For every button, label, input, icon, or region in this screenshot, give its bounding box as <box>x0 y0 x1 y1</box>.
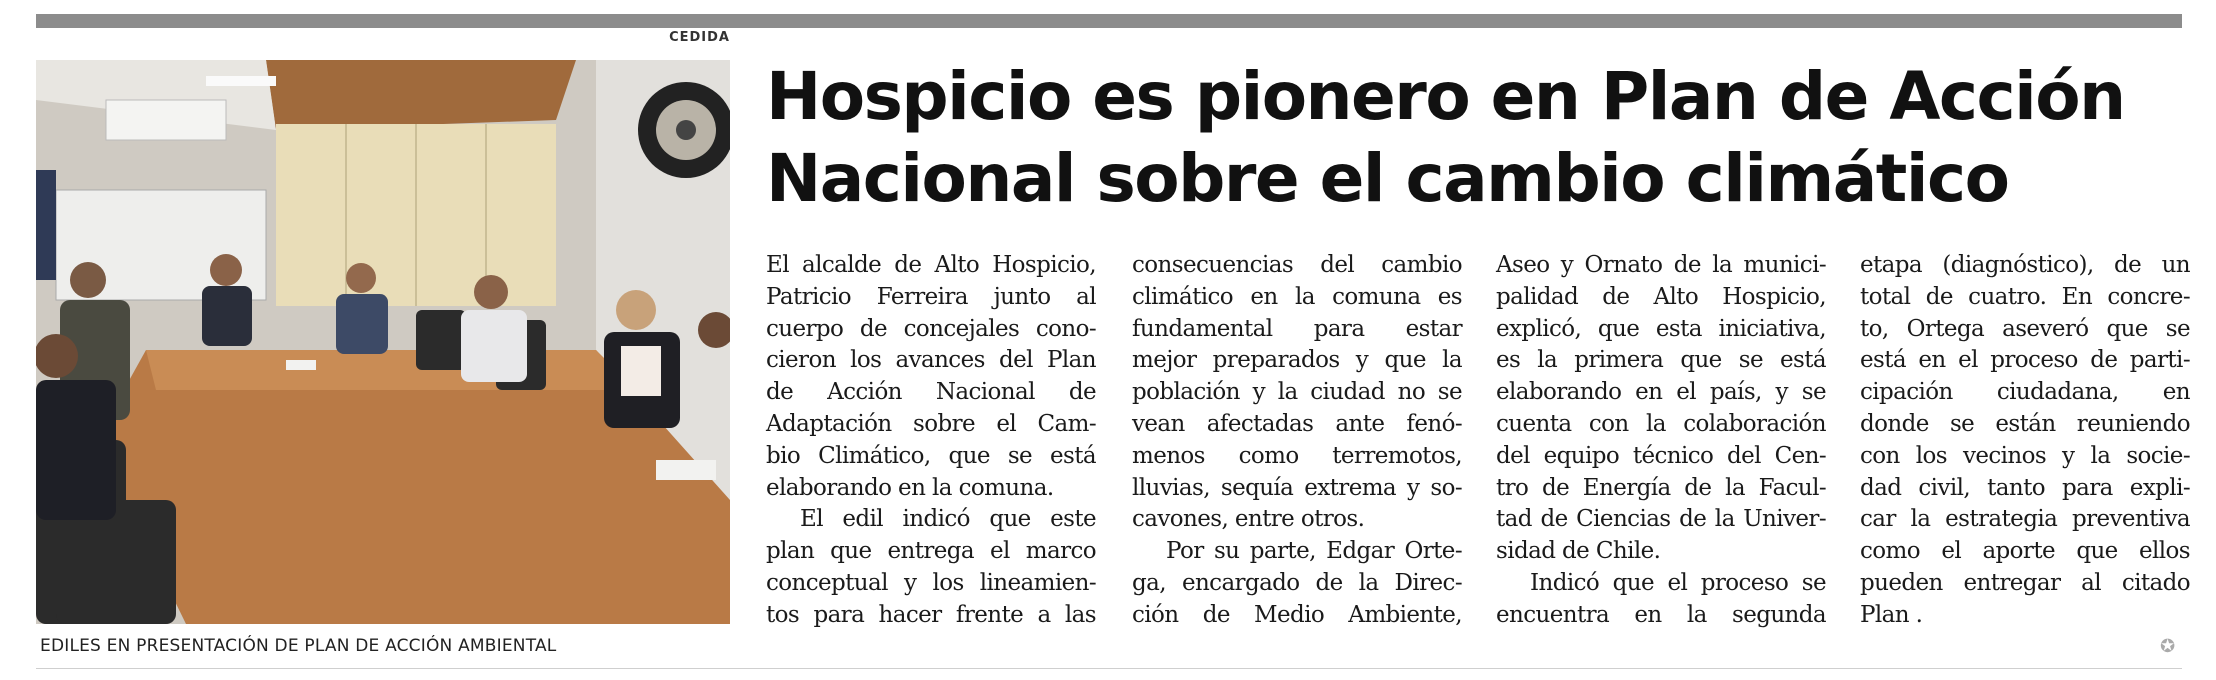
text-line: El edil indicó que este <box>800 506 1096 533</box>
text-line: bio Climático, que se está <box>766 442 1096 469</box>
bottom-rule <box>36 668 2182 669</box>
text-line: fundamental para estar <box>1132 315 1462 342</box>
text-line: tro de Energía de la Facul- <box>1496 474 1826 501</box>
text-line: de Acción Nacional de <box>766 379 1096 406</box>
text-line: es la primera que se está <box>1496 347 1826 374</box>
text-line: del equipo técnico del Cen- <box>1496 442 1826 469</box>
text-line: ga, encargado de la Direc- <box>1132 569 1462 596</box>
text-line: Adaptación sobre el Cam- <box>766 410 1096 437</box>
text-line: pueden entregar al citado <box>1860 569 2190 596</box>
text-line: etapa (diagnóstico), de un <box>1860 252 2190 278</box>
article-column <box>1860 250 2190 632</box>
text-line: tos para hacer frente a las <box>766 601 1096 628</box>
text-line: está en el proceso de parti- <box>1860 347 2190 374</box>
text-line: cipación ciudadana, en <box>1860 379 2190 406</box>
text-line: total de cuatro. En concre- <box>1860 283 2190 310</box>
text-line: tad de Ciencias de la Univer- <box>1496 506 1826 533</box>
text-line: cieron los avances del Plan <box>766 347 1096 374</box>
text-line: car la estrategia preventiva <box>1860 506 2190 533</box>
article-column <box>766 250 1096 632</box>
top-rule <box>36 14 2182 28</box>
article-body <box>766 250 2190 660</box>
text-line: climático en la comuna es <box>1132 283 1462 310</box>
text-line: población y la ciudad no se <box>1132 379 1462 406</box>
text-line: con los vecinos y la socie- <box>1860 442 2190 469</box>
text-line: vean afectadas ante fenó- <box>1132 410 1462 437</box>
headline <box>766 56 2186 220</box>
text-line: cuerpo de concejales cono- <box>766 315 1096 342</box>
text-line: Por su parte, Edgar Orte- <box>1166 538 1462 565</box>
text-line: cuenta con la colaboración <box>1496 410 1826 437</box>
text-line: conceptual y los lineamien- <box>766 569 1096 596</box>
text-line: plan que entrega el marco <box>766 538 1096 565</box>
text-line: Plan . <box>1860 601 1923 628</box>
text-line: Patricio Ferreira junto al <box>766 283 1096 310</box>
photo-caption: EDILES EN PRESENTACIÓN DE PLAN DE ACCIÓN AMBIENTAL <box>40 636 557 656</box>
news-photo <box>36 60 730 624</box>
text-line: mejor preparados y que la <box>1132 347 1462 374</box>
text-line: El alcalde de Alto Hospicio, <box>766 252 1096 278</box>
text-line: sidad de Chile. <box>1496 538 1661 565</box>
text-line: encuentra en la segunda <box>1496 601 1826 628</box>
text-line: Aseo y Ornato de la munici- <box>1496 252 1826 278</box>
text-line: dad civil, tanto para expli- <box>1860 474 2190 501</box>
article-column <box>1496 250 1826 632</box>
text-line: cavones, entre otros. <box>1132 506 1365 533</box>
meeting-room-photo <box>36 60 730 624</box>
photo-credit: CEDIDA <box>669 30 730 45</box>
text-line: palidad de Alto Hospicio, <box>1496 283 1826 310</box>
text-line: ción de Medio Ambiente, <box>1132 601 1462 628</box>
text-line: como el aporte que ellos <box>1860 538 2190 565</box>
text-line: elaborando en la comuna. <box>766 474 1054 501</box>
text-line: elaborando en el país, y se <box>1496 379 1826 406</box>
text-line: explicó, que esta iniciativa, <box>1496 315 1826 342</box>
text-line: donde se están reuniendo <box>1860 410 2190 437</box>
article-column <box>1132 250 1462 632</box>
text-line: Indicó que el proceso se <box>1530 569 1826 596</box>
end-of-article-icon: ✪ <box>2160 636 2176 657</box>
text-line: to, Ortega aseveró que se <box>1860 315 2190 342</box>
text-line: menos como terremotos, <box>1132 442 1462 469</box>
headline-line: Hospicio es pionero en Plan de Acción <box>766 58 2125 135</box>
headline-line: Nacional sobre el cambio climático <box>766 140 2009 217</box>
text-line: lluvias, sequía extrema y so- <box>1132 474 1462 501</box>
text-line: consecuencias del cambio <box>1132 252 1462 278</box>
